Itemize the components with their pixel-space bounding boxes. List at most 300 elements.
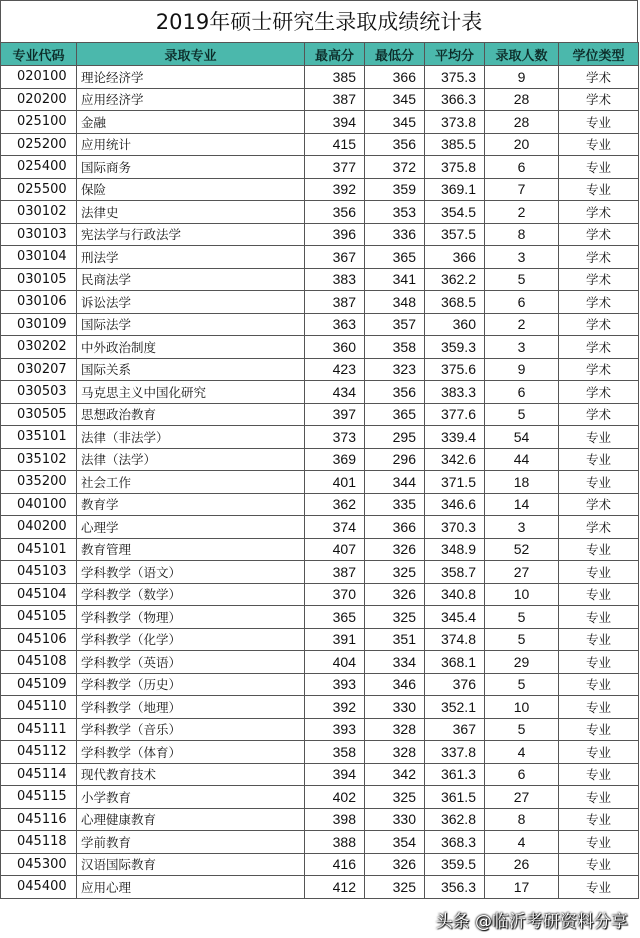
cell-max-score: 391	[305, 628, 365, 651]
cell-major: 马克思主义中国化研究	[77, 381, 305, 404]
cell-max-score: 416	[305, 853, 365, 876]
cell-major: 学科教学（音乐）	[77, 718, 305, 741]
cell-major: 学科教学（语文）	[77, 561, 305, 584]
cell-degree-type: 学术	[559, 246, 639, 269]
cell-admitted-count: 6	[485, 763, 559, 786]
table-row	[1, 831, 639, 854]
cell-code: 030102	[1, 201, 77, 224]
table-row	[1, 268, 639, 291]
cell-degree-type: 专业	[559, 561, 639, 584]
cell-avg-score: 345.4	[425, 606, 485, 629]
cell-code: 025500	[1, 178, 77, 201]
cell-min-score: 358	[365, 336, 425, 359]
cell-max-score: 373	[305, 426, 365, 449]
table-row	[1, 786, 639, 809]
table-row	[1, 606, 639, 629]
cell-min-score: 346	[365, 673, 425, 696]
cell-degree-type: 专业	[559, 696, 639, 719]
cell-degree-type: 专业	[559, 808, 639, 831]
table-row	[1, 673, 639, 696]
cell-degree-type: 学术	[559, 88, 639, 111]
table-row	[1, 156, 639, 179]
column-header-count: 录取人数	[485, 43, 559, 66]
cell-avg-score: 362.8	[425, 808, 485, 831]
table-row	[1, 291, 639, 314]
table-row	[1, 561, 639, 584]
cell-min-score: 330	[365, 696, 425, 719]
cell-min-score: 330	[365, 808, 425, 831]
cell-max-score: 401	[305, 471, 365, 494]
cell-avg-score: 357.5	[425, 223, 485, 246]
cell-avg-score: 356.3	[425, 876, 485, 899]
cell-degree-type: 专业	[559, 426, 639, 449]
page-title: 2019年硕士研究生录取成绩统计表	[0, 0, 638, 42]
cell-max-score: 367	[305, 246, 365, 269]
cell-admitted-count: 4	[485, 831, 559, 854]
cell-max-score: 392	[305, 696, 365, 719]
cell-admitted-count: 26	[485, 853, 559, 876]
cell-min-score: 296	[365, 448, 425, 471]
cell-major: 国际商务	[77, 156, 305, 179]
cell-min-score: 366	[365, 66, 425, 89]
table-row	[1, 516, 639, 539]
cell-major: 国际法学	[77, 313, 305, 336]
cell-major: 现代教育技术	[77, 763, 305, 786]
cell-min-score: 326	[365, 853, 425, 876]
cell-max-score: 404	[305, 651, 365, 674]
cell-min-score: 365	[365, 403, 425, 426]
cell-degree-type: 学术	[559, 336, 639, 359]
cell-min-score: 351	[365, 628, 425, 651]
table-row	[1, 246, 639, 269]
cell-major: 学科教学（地理）	[77, 696, 305, 719]
cell-degree-type: 专业	[559, 538, 639, 561]
cell-min-score: 353	[365, 201, 425, 224]
cell-max-score: 412	[305, 876, 365, 899]
cell-major: 应用经济学	[77, 88, 305, 111]
cell-min-score: 325	[365, 786, 425, 809]
cell-code: 045300	[1, 853, 77, 876]
table-row	[1, 223, 639, 246]
cell-admitted-count: 5	[485, 718, 559, 741]
column-header-avg: 平均分	[425, 43, 485, 66]
cell-min-score: 356	[365, 381, 425, 404]
cell-max-score: 387	[305, 88, 365, 111]
cell-degree-type: 学术	[559, 313, 639, 336]
cell-admitted-count: 29	[485, 651, 559, 674]
cell-code: 030505	[1, 403, 77, 426]
cell-avg-score: 360	[425, 313, 485, 336]
cell-admitted-count: 10	[485, 583, 559, 606]
table-row	[1, 336, 639, 359]
cell-admitted-count: 2	[485, 313, 559, 336]
cell-degree-type: 专业	[559, 876, 639, 899]
cell-admitted-count: 27	[485, 786, 559, 809]
table-row	[1, 471, 639, 494]
cell-admitted-count: 4	[485, 741, 559, 764]
cell-degree-type: 专业	[559, 628, 639, 651]
cell-admitted-count: 6	[485, 156, 559, 179]
cell-admitted-count: 5	[485, 268, 559, 291]
cell-min-score: 335	[365, 493, 425, 516]
cell-min-score: 357	[365, 313, 425, 336]
cell-admitted-count: 5	[485, 673, 559, 696]
cell-admitted-count: 5	[485, 403, 559, 426]
cell-min-score: 334	[365, 651, 425, 674]
cell-max-score: 383	[305, 268, 365, 291]
cell-code: 030109	[1, 313, 77, 336]
cell-admitted-count: 9	[485, 358, 559, 381]
column-header-code: 专业代码	[1, 43, 77, 66]
cell-major: 保险	[77, 178, 305, 201]
cell-major: 小学教育	[77, 786, 305, 809]
cell-major: 社会工作	[77, 471, 305, 494]
table-row	[1, 133, 639, 156]
cell-avg-score: 359.3	[425, 336, 485, 359]
cell-degree-type: 专业	[559, 651, 639, 674]
cell-code: 045116	[1, 808, 77, 831]
cell-degree-type: 专业	[559, 718, 639, 741]
cell-admitted-count: 27	[485, 561, 559, 584]
cell-code: 020100	[1, 66, 77, 89]
cell-major: 民商法学	[77, 268, 305, 291]
cell-code: 045105	[1, 606, 77, 629]
cell-max-score: 393	[305, 718, 365, 741]
cell-degree-type: 专业	[559, 156, 639, 179]
cell-avg-score: 348.9	[425, 538, 485, 561]
cell-admitted-count: 8	[485, 808, 559, 831]
cell-code: 030104	[1, 246, 77, 269]
table-row	[1, 853, 639, 876]
cell-degree-type: 专业	[559, 583, 639, 606]
cell-min-score: 341	[365, 268, 425, 291]
cell-admitted-count: 44	[485, 448, 559, 471]
cell-admitted-count: 6	[485, 381, 559, 404]
cell-degree-type: 专业	[559, 763, 639, 786]
cell-code: 030503	[1, 381, 77, 404]
cell-max-score: 356	[305, 201, 365, 224]
cell-code: 035101	[1, 426, 77, 449]
cell-code: 020200	[1, 88, 77, 111]
cell-avg-score: 383.3	[425, 381, 485, 404]
cell-code: 040200	[1, 516, 77, 539]
table-row	[1, 201, 639, 224]
cell-major: 法律史	[77, 201, 305, 224]
cell-code: 045118	[1, 831, 77, 854]
cell-min-score: 366	[365, 516, 425, 539]
table-row	[1, 66, 639, 89]
cell-major: 诉讼法学	[77, 291, 305, 314]
cell-admitted-count: 2	[485, 201, 559, 224]
cell-admitted-count: 5	[485, 628, 559, 651]
score-table	[0, 42, 639, 899]
cell-max-score: 388	[305, 831, 365, 854]
cell-admitted-count: 28	[485, 111, 559, 134]
cell-max-score: 434	[305, 381, 365, 404]
cell-code: 045400	[1, 876, 77, 899]
cell-avg-score: 361.3	[425, 763, 485, 786]
cell-degree-type: 专业	[559, 853, 639, 876]
cell-min-score: 344	[365, 471, 425, 494]
table-row	[1, 628, 639, 651]
cell-min-score: 325	[365, 606, 425, 629]
cell-max-score: 387	[305, 561, 365, 584]
cell-max-score: 363	[305, 313, 365, 336]
cell-major: 学科教学（物理）	[77, 606, 305, 629]
cell-min-score: 365	[365, 246, 425, 269]
cell-avg-score: 354.5	[425, 201, 485, 224]
cell-avg-score: 374.8	[425, 628, 485, 651]
cell-code: 030106	[1, 291, 77, 314]
cell-max-score: 423	[305, 358, 365, 381]
cell-avg-score: 375.8	[425, 156, 485, 179]
table-row	[1, 111, 639, 134]
cell-min-score: 354	[365, 831, 425, 854]
cell-avg-score: 368.5	[425, 291, 485, 314]
cell-degree-type: 学术	[559, 291, 639, 314]
cell-major: 学前教育	[77, 831, 305, 854]
cell-max-score: 358	[305, 741, 365, 764]
column-header-min: 最低分	[365, 43, 425, 66]
cell-degree-type: 专业	[559, 133, 639, 156]
cell-max-score: 407	[305, 538, 365, 561]
table-row	[1, 178, 639, 201]
cell-degree-type: 学术	[559, 268, 639, 291]
cell-code: 030207	[1, 358, 77, 381]
cell-avg-score: 377.6	[425, 403, 485, 426]
cell-major: 汉语国际教育	[77, 853, 305, 876]
cell-avg-score: 376	[425, 673, 485, 696]
cell-major: 法律（非法学）	[77, 426, 305, 449]
cell-code: 025100	[1, 111, 77, 134]
cell-min-score: 345	[365, 88, 425, 111]
cell-major: 心理健康教育	[77, 808, 305, 831]
table-body	[1, 66, 639, 899]
cell-max-score: 392	[305, 178, 365, 201]
cell-admitted-count: 18	[485, 471, 559, 494]
cell-max-score: 393	[305, 673, 365, 696]
cell-min-score: 325	[365, 876, 425, 899]
cell-max-score: 397	[305, 403, 365, 426]
cell-degree-type: 学术	[559, 201, 639, 224]
cell-major: 应用心理	[77, 876, 305, 899]
cell-code: 035102	[1, 448, 77, 471]
table-row	[1, 403, 639, 426]
cell-avg-score: 358.7	[425, 561, 485, 584]
cell-admitted-count: 7	[485, 178, 559, 201]
table-row	[1, 763, 639, 786]
cell-max-score: 385	[305, 66, 365, 89]
cell-degree-type: 专业	[559, 471, 639, 494]
cell-admitted-count: 20	[485, 133, 559, 156]
cell-code: 045103	[1, 561, 77, 584]
cell-min-score: 326	[365, 538, 425, 561]
cell-degree-type: 专业	[559, 831, 639, 854]
table-row	[1, 381, 639, 404]
table-row	[1, 741, 639, 764]
cell-max-score: 369	[305, 448, 365, 471]
table-row	[1, 583, 639, 606]
cell-code: 045110	[1, 696, 77, 719]
cell-min-score: 325	[365, 561, 425, 584]
cell-major: 金融	[77, 111, 305, 134]
cell-min-score: 342	[365, 763, 425, 786]
cell-degree-type: 学术	[559, 381, 639, 404]
cell-code: 030202	[1, 336, 77, 359]
cell-code: 045112	[1, 741, 77, 764]
cell-code: 045111	[1, 718, 77, 741]
cell-max-score: 402	[305, 786, 365, 809]
cell-code: 045104	[1, 583, 77, 606]
table-row	[1, 718, 639, 741]
column-header-degree: 学位类型	[559, 43, 639, 66]
cell-degree-type: 专业	[559, 178, 639, 201]
cell-major: 学科教学（数学）	[77, 583, 305, 606]
cell-max-score: 396	[305, 223, 365, 246]
cell-degree-type: 专业	[559, 673, 639, 696]
cell-avg-score: 369.1	[425, 178, 485, 201]
cell-avg-score: 337.8	[425, 741, 485, 764]
cell-avg-score: 375.6	[425, 358, 485, 381]
table-row	[1, 313, 639, 336]
cell-max-score: 377	[305, 156, 365, 179]
table-row	[1, 696, 639, 719]
cell-major: 教育学	[77, 493, 305, 516]
table-row	[1, 876, 639, 899]
cell-major: 中外政治制度	[77, 336, 305, 359]
cell-major: 思想政治教育	[77, 403, 305, 426]
cell-code: 045114	[1, 763, 77, 786]
cell-max-score: 365	[305, 606, 365, 629]
cell-code: 045101	[1, 538, 77, 561]
cell-min-score: 372	[365, 156, 425, 179]
cell-max-score: 370	[305, 583, 365, 606]
cell-admitted-count: 8	[485, 223, 559, 246]
cell-degree-type: 学术	[559, 403, 639, 426]
cell-code: 045109	[1, 673, 77, 696]
cell-avg-score: 359.5	[425, 853, 485, 876]
cell-admitted-count: 5	[485, 606, 559, 629]
cell-degree-type: 专业	[559, 606, 639, 629]
cell-max-score: 394	[305, 763, 365, 786]
cell-avg-score: 371.5	[425, 471, 485, 494]
cell-major: 刑法学	[77, 246, 305, 269]
cell-avg-score: 367	[425, 718, 485, 741]
column-header-major: 录取专业	[77, 43, 305, 66]
header-row	[1, 43, 639, 66]
cell-degree-type: 学术	[559, 223, 639, 246]
cell-degree-type: 学术	[559, 516, 639, 539]
table-row	[1, 651, 639, 674]
cell-major: 学科教学（英语）	[77, 651, 305, 674]
cell-admitted-count: 3	[485, 336, 559, 359]
cell-admitted-count: 52	[485, 538, 559, 561]
table-row	[1, 88, 639, 111]
cell-degree-type: 专业	[559, 448, 639, 471]
cell-avg-score: 342.6	[425, 448, 485, 471]
cell-admitted-count: 6	[485, 291, 559, 314]
cell-degree-type: 学术	[559, 493, 639, 516]
table-row	[1, 493, 639, 516]
cell-avg-score: 373.8	[425, 111, 485, 134]
cell-major: 法律（法学）	[77, 448, 305, 471]
cell-max-score: 394	[305, 111, 365, 134]
cell-degree-type: 专业	[559, 786, 639, 809]
cell-major: 理论经济学	[77, 66, 305, 89]
cell-degree-type: 专业	[559, 111, 639, 134]
cell-avg-score: 362.2	[425, 268, 485, 291]
table-row	[1, 358, 639, 381]
cell-major: 心理学	[77, 516, 305, 539]
cell-avg-score: 346.6	[425, 493, 485, 516]
cell-code: 035200	[1, 471, 77, 494]
cell-code: 030105	[1, 268, 77, 291]
cell-degree-type: 学术	[559, 66, 639, 89]
cell-admitted-count: 28	[485, 88, 559, 111]
cell-min-score: 328	[365, 741, 425, 764]
cell-major: 国际关系	[77, 358, 305, 381]
cell-admitted-count: 17	[485, 876, 559, 899]
cell-admitted-count: 10	[485, 696, 559, 719]
cell-code: 045115	[1, 786, 77, 809]
cell-avg-score: 352.1	[425, 696, 485, 719]
cell-admitted-count: 3	[485, 246, 559, 269]
cell-min-score: 345	[365, 111, 425, 134]
cell-max-score: 415	[305, 133, 365, 156]
cell-min-score: 359	[365, 178, 425, 201]
cell-min-score: 323	[365, 358, 425, 381]
cell-min-score: 326	[365, 583, 425, 606]
cell-max-score: 374	[305, 516, 365, 539]
cell-max-score: 398	[305, 808, 365, 831]
cell-avg-score: 366.3	[425, 88, 485, 111]
cell-major: 宪法学与行政法学	[77, 223, 305, 246]
cell-min-score: 336	[365, 223, 425, 246]
cell-avg-score: 368.3	[425, 831, 485, 854]
cell-avg-score: 361.5	[425, 786, 485, 809]
table-row	[1, 808, 639, 831]
cell-avg-score: 385.5	[425, 133, 485, 156]
cell-min-score: 356	[365, 133, 425, 156]
cell-major: 学科教学（化学）	[77, 628, 305, 651]
cell-max-score: 360	[305, 336, 365, 359]
cell-code: 025200	[1, 133, 77, 156]
table-row	[1, 426, 639, 449]
cell-min-score: 348	[365, 291, 425, 314]
cell-code: 045106	[1, 628, 77, 651]
cell-degree-type: 学术	[559, 358, 639, 381]
cell-code: 040100	[1, 493, 77, 516]
cell-avg-score: 366	[425, 246, 485, 269]
cell-admitted-count: 14	[485, 493, 559, 516]
cell-avg-score: 375.3	[425, 66, 485, 89]
cell-min-score: 328	[365, 718, 425, 741]
cell-min-score: 295	[365, 426, 425, 449]
column-header-max: 最高分	[305, 43, 365, 66]
cell-avg-score: 370.3	[425, 516, 485, 539]
cell-code: 025400	[1, 156, 77, 179]
cell-max-score: 387	[305, 291, 365, 314]
cell-avg-score: 368.1	[425, 651, 485, 674]
table-row	[1, 538, 639, 561]
cell-admitted-count: 54	[485, 426, 559, 449]
cell-major: 学科教学（体育）	[77, 741, 305, 764]
cell-admitted-count: 3	[485, 516, 559, 539]
watermark: 头条 @临沂考研资料分享	[435, 912, 628, 932]
cell-degree-type: 专业	[559, 741, 639, 764]
cell-avg-score: 339.4	[425, 426, 485, 449]
cell-major: 教育管理	[77, 538, 305, 561]
